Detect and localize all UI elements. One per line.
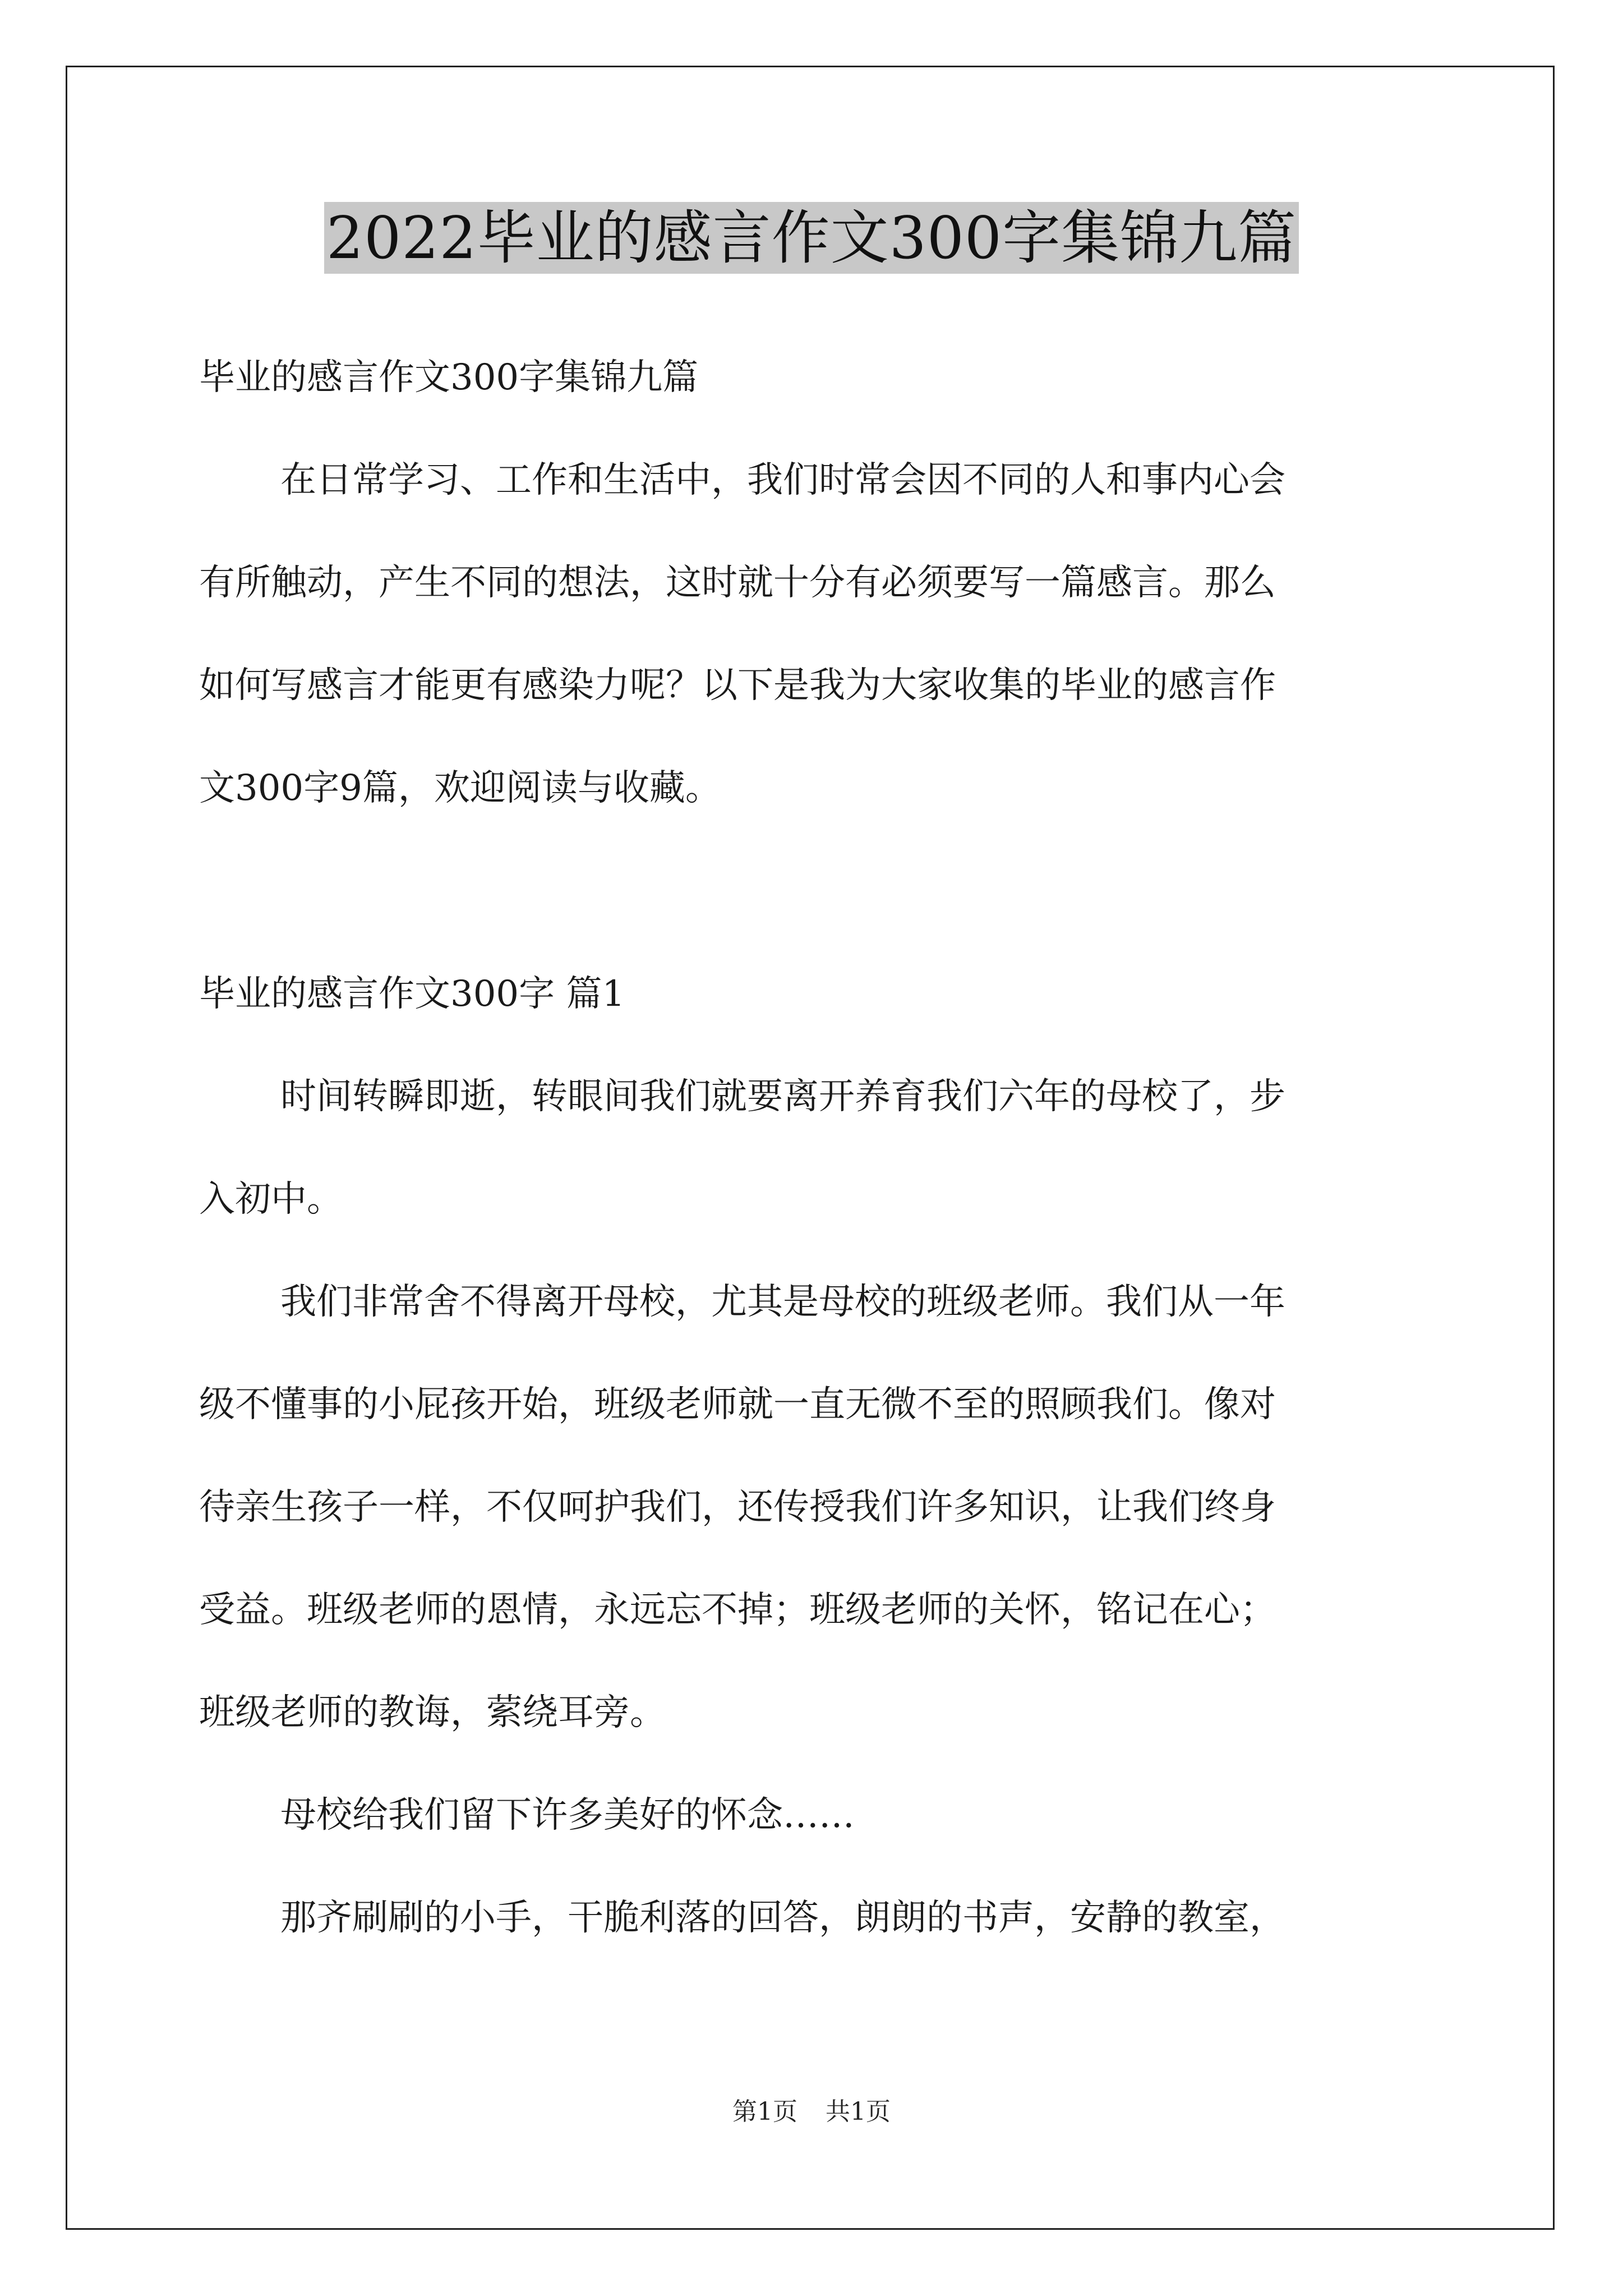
para2-line-4: 受益。班级老师的恩情，永远忘不掉；班级老师的关怀，铭记在心； xyxy=(199,1589,1276,1631)
para2-line-2: 级不懂事的小屁孩开始，班级老师就一直无微不至的照顾我们。像对 xyxy=(199,1384,1276,1425)
intro-line-3: 如何写感言才能更有感染力呢？以下是我为大家收集的毕业的感言作 xyxy=(199,665,1276,706)
subtitle: 毕业的感言作文300字集锦九篇 xyxy=(199,357,699,398)
section-heading: 毕业的感言作文300字 篇1 xyxy=(199,973,625,1015)
para4-line-1: 那齐刷刷的小手，干脆利落的回答，朗朗的书声，安静的教室， xyxy=(280,1897,1285,1939)
page-number-current: 第1页 xyxy=(732,2097,797,2126)
para2-line-5: 班级老师的教诲，萦绕耳旁。 xyxy=(199,1692,666,1733)
document-title: 2022毕业的感言作文300字集锦九篇 xyxy=(324,202,1299,274)
page-number-total: 共1页 xyxy=(826,2097,891,2126)
intro-line-1: 在日常学习、工作和生活中，我们时常会因不同的人和事内心会 xyxy=(280,459,1285,501)
para1-line-1: 时间转瞬即逝，转眼间我们就要离开养育我们六年的母校了，步 xyxy=(280,1076,1285,1117)
para1-line-2: 入初中。 xyxy=(199,1179,343,1220)
page-footer xyxy=(0,2091,1623,2127)
para2-line-3: 待亲生孩子一样，不仅呵护我们，还传授我们许多知识，让我们终身 xyxy=(199,1487,1276,1528)
para2-line-1: 我们非常舍不得离开母校，尤其是母校的班级老师。我们从一年 xyxy=(280,1281,1285,1323)
intro-line-4: 文300字9篇，欢迎阅读与收藏。 xyxy=(199,767,721,809)
intro-line-2: 有所触动，产生不同的想法，这时就十分有必须要写一篇感言。那么 xyxy=(199,562,1276,604)
para3-line-1: 母校给我们留下许多美好的怀念…… xyxy=(280,1795,855,1836)
title-container xyxy=(0,202,1623,274)
